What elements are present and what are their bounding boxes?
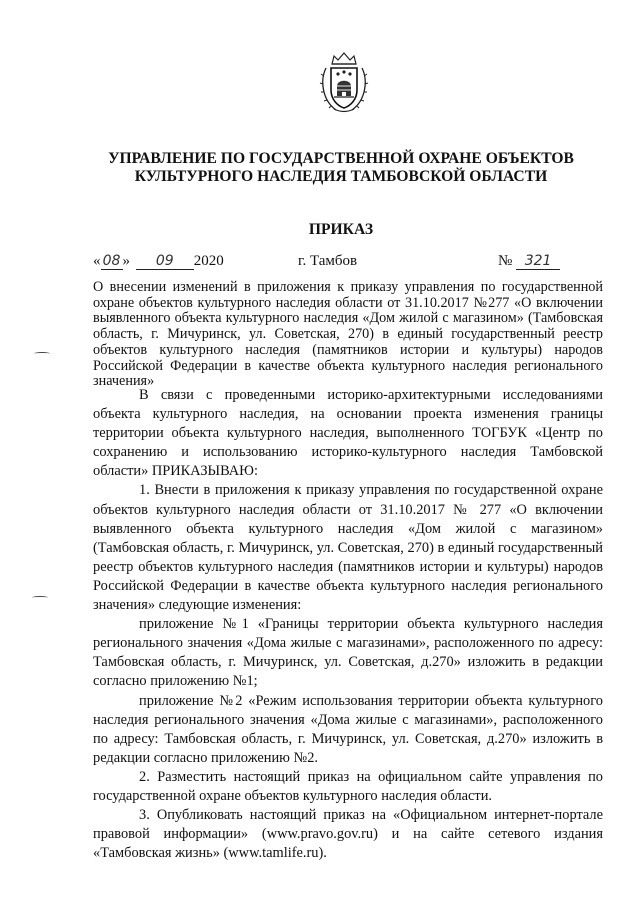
organization-name: УПРАВЛЕНИЕ ПО ГОСУДАРСТВЕННОЙ ОХРАНЕ ОБЪЕКТОВ КУЛЬТУРНОГО НАСЛЕДИЯ ТАМБОВСКОЙ ОБЛАСТИ [108, 150, 574, 185]
order-body [93, 386, 603, 863]
order-date [93, 252, 224, 270]
date-open-quote: « [93, 253, 101, 269]
margin-mark [34, 352, 50, 355]
clause-1-paragraph: 1. Внести в приложения к приказу управления по государственной охране объектов культурного наследия области от 31.10.2017 № 277 «О включении выявленного объекта культурного наследия «Дом жилой с магазином» (Тамбовская область, г. Мичуринск, ул. Советская, 270) в единый государственный реестр объектов культурного наследия (памятников истории и культуры) народов Российской Федерации в качестве объекта культурного наследия регионального значения» следующие изменения: [93, 482, 603, 614]
appendix-2-paragraph: приложение №2 «Режим использования территории объекта культурного наследия регионального значения «Дома жилые с магазинами», расположенного по адресу: Тамбовская область, г. Мичуринск, ул. Советская, д.270» изложить в редакции согласно приложению №2. [93, 692, 603, 766]
date-day: 08 [101, 254, 123, 270]
order-number [498, 252, 560, 270]
clause-3-paragraph: 3. Опубликовать настоящий приказ на «Официальном интернет-портале правовой информации» (www.pravo.gov.ru) и на сайте сетевого издания «Тамбовская жизнь» (www.tamlife.ru). [93, 807, 603, 862]
order-subject: О внесении изменений в приложения к приказу управления по государственной охране объектов культурного наследия области от 31.10.2017 №277 «О включении выявленного объекта культурного наследия «Дом жилой с магазином» (Тамбовская область, г. Мичуринск, ул. Советская, 270) в единый государственный реестр объектов культурного наследия (памятников истории и культуры) народов Российской Федерации в качестве объекта культурного наследия регионального значения» [93, 279, 603, 390]
clause-2-paragraph: 2. Разместить настоящий приказ на официальном сайте управления по государственной охране объектов культурного наследия области. [93, 768, 603, 804]
appendix-1-paragraph: приложение №1 «Границы территории объекта культурного наследия регионального значения «Дома жилые с магазинами», расположенного по адресу: Тамбовская область, г. Мичуринск, ул. Советская, д.270» изложить в редакции согласно приложению №1; [93, 616, 603, 690]
date-month: 09 [136, 254, 194, 270]
document-title: ПРИКАЗ [308, 221, 374, 238]
order-number-value: 321 [516, 254, 560, 270]
order-city: г. Тамбов [298, 253, 358, 269]
margin-mark [32, 596, 48, 599]
date-year: 2020 [193, 253, 224, 269]
preamble-paragraph: В связи с проведенными историко-архитектурными исследованиями объекта культурного наследия, на основании проекта изменения границы территории объекта культурного наследия, выполненного ТОГБУК «Центр по сохранению и использованию историко-культурного наследия Тамбовской области» ПРИКАЗЫВАЮ: [93, 387, 603, 480]
coat-of-arms-icon [318, 50, 370, 116]
date-close-quote: » [122, 253, 130, 269]
order-number-label: № [498, 253, 513, 269]
